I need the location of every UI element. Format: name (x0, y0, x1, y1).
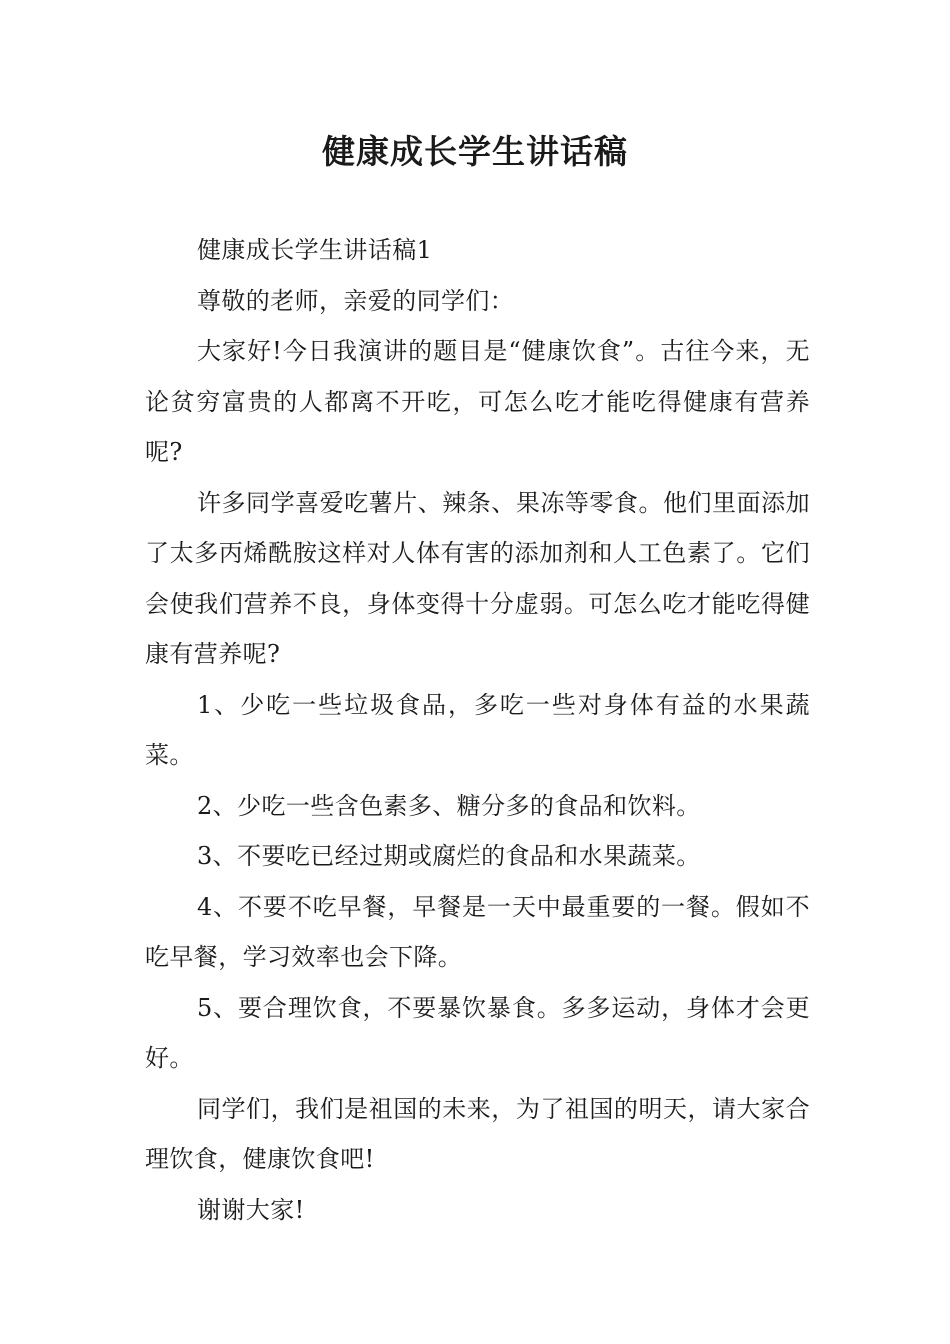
closing-paragraph: 同学们，我们是祖国的未来，为了祖国的明天，请大家合理饮食，健康饮食吧! (145, 1094, 810, 1173)
salutation-paragraph: 尊敬的老师，亲爱的同学们： (197, 286, 515, 315)
tip-paragraph-1: 1、少吃一些垃圾食品，多吃一些对身体有益的水果蔬菜。 (145, 690, 810, 769)
problem-paragraph: 许多同学喜爱吃薯片、辣条、果冻等零食。他们里面添加了太多丙烯酰胺这样对人体有害的添加剂和人工色素了。它们会使我们营养不良，身体变得十分虚弱。可怎么吃才能吃得健康有营养呢? (145, 488, 810, 668)
thanks-paragraph: 谢谢大家! (197, 1195, 305, 1224)
tip-paragraph-4: 4、不要不吃早餐，早餐是一天中最重要的一餐。假如不吃早餐，学习效率也会下降。 (145, 892, 810, 971)
subtitle-paragraph: 健康成长学生讲话稿1 (197, 236, 433, 264)
page-title: 健康成长学生讲话稿 (322, 132, 628, 171)
intro-paragraph: 大家好!今日我演讲的题目是“健康饮食”。古往今来，无论贫穷富贵的人都离不开吃，可怎么吃才能吃得健康有营养呢? (145, 337, 810, 466)
tip-paragraph-3: 3、不要吃已经过期或腐烂的食品和水果蔬菜。 (197, 842, 701, 870)
tip-paragraph-5: 5、要合理饮食，不要暴饮暴食。多多运动，身体才会更好。 (145, 993, 810, 1072)
document-body (145, 225, 810, 1235)
tip-paragraph-2: 2、少吃一些含色素多、糖分多的食品和饮料。 (197, 791, 701, 820)
